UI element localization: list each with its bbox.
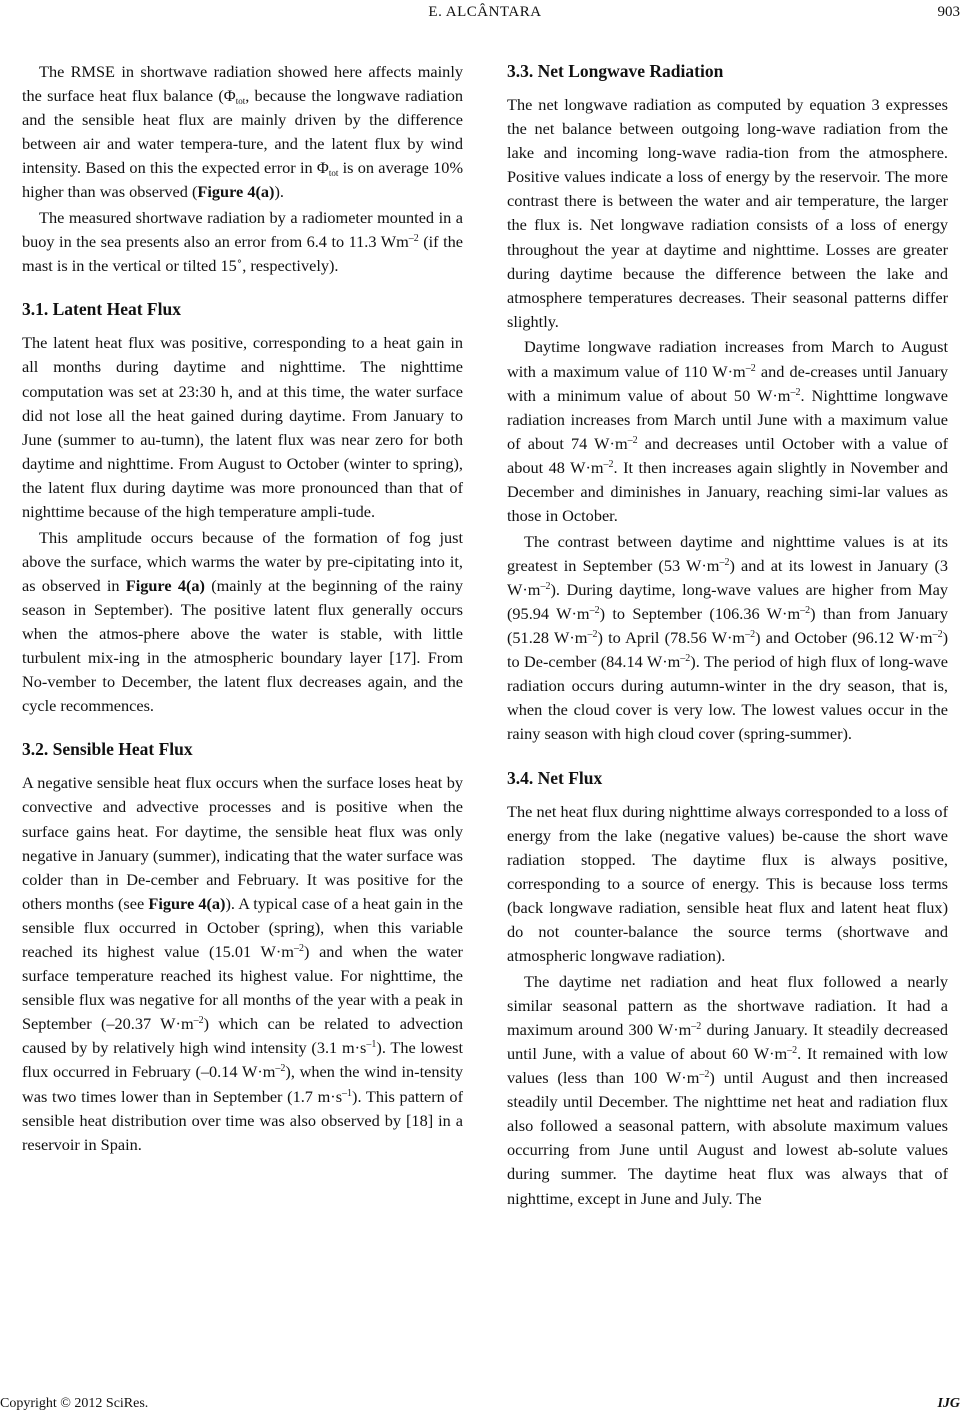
page-number: 903 — [937, 4, 960, 20]
section-heading-net-flux: 3.4. Net Flux — [507, 767, 603, 788]
paragraph: The measured shortwave radiation by a radiometer mounted in a buoy in the sea presents also an error from 6.4 to 11.3 $Wm^{-2}$ (if the mast is in the vertical or tilted 15˚, respectively). — [22, 208, 463, 276]
paragraph: The latent heat flux was positive, corresponding to a heat gain in all months during daytime and nighttime. The nighttime computation was set at 23:30 h, and at this time, the water surface did not lose all the heat gained during daytime. From January to June (summer to au-tumn), the latent flux was near zero for both daytime and nighttime. From August to October (winter to spring), the latent flux during daytime was more pronounced than that of nighttime because of the high temperature ampli-tude. — [22, 333, 463, 521]
paragraph: The daytime net radiation and heat flux followed a nearly similar seasonal pattern as the shortwave radiation. It had a maximum around 300 $W\cdot m^{-2}$ during January. It steadily decreased until June, with a value of about 60 $W\cdot m^{-2}$. It remained with low values (less than 100 $W\cdot m^{-2}$) until August and then increased steadily until December. The nighttime net heat and radiation flux also followed a seasonal pattern, with absolute maximum values occurring from June until August and lowest ab-solute values during summer. The daytime heat flux was always that of nighttime, except in June and July. The — [507, 971, 948, 1208]
paragraph: The contrast between daytime and nighttime values is at its greatest in September (53 $W\cdot m^{-2}$) and at its lowest in January (3 $W\cdot m^{-2}$). During daytime, long-wave values are higher from May (95.94 $W\cdot m^{-2}$) to September (106.36 $W\cdot m^{-2}$) than from January (51.28 $W\cdot m^{-2}$) to April (78.56 $W\cdot m^{-2}$) and October (96.12 $W\cdot m^{-2}$) to De-cember (84.14 $W\cdot m^{-2}$). The period of high flux of long-wave radiation occurs during autumn-winter in the dry season, that is, when the cloud cover is very low. The lowest values occur in the rainy season with high cloud cover (spring-summer). — [507, 531, 949, 744]
page-footer — [0, 1396, 970, 1416]
section-heading-net-longwave-radiation: 3.3. Net Longwave Radiation — [507, 61, 724, 81]
paragraph: A negative sensible heat flux occurs when the surface loses heat by convective and advective processes and is positive when the surface gains heat. For daytime, the sensible heat flux was only negative in January (summer), indicating that the water surface was colder than in De-cember and February. It was positive for the others months (see Figure 4(a)). A typical case of a heat gain in the sensible flux occurred in October (spring), when this variable reached its highest value (15.01 $W\cdot m^{-2}$) and when the water surface temperature reached its highest value. For nighttime, the sensible flux was negative for all months of the year with a peak in September (–20.37 $W\cdot m^{-2}$) which can be related to advection caused by by relatively high wind intensity (3.1 $m\cdot s^{-1}$). The lowest flux occurred in February (–0.14 $W\cdot m^{-2}$), when the wind in-tensity was two times lower than in September (1.7 $m\cdot s^{-1}$). This pattern of sensible heat distribution over time was also observed by [18] in a reservoir in Spain. — [22, 773, 463, 1154]
figure-reference: Figure 4(a) — [148, 893, 226, 913]
paragraph: This amplitude occurs because of the formation of fog just above the surface, which warms the water by pre-cipitating into it, as observed in Figure 4(a) (mainly at the beginning of the rainy season in September). The positive latent flux generally occurs when the atmos-phere above the water is stable, with little turbulent mix-ing in the atmospheric boundary layer [17]. From No-vember to December, the latent flux decreases again, and the cycle recommences. — [22, 527, 463, 716]
section-heading-sensible-heat-flux: 3.2. Sensible Heat Flux — [22, 739, 193, 760]
section-heading-latent-heat-flux: 3.1. Latent Heat Flux — [22, 299, 181, 320]
journal-abbreviation: IJG — [937, 1396, 960, 1411]
paragraph: The net longwave radiation as computed by equation 3 expresses the net balance between outgoing long-wave radiation from the lake and incoming long-wave radia-tion from the atmosphere. Positive values indicate a loss of energy by the reservoir. The more contrast there is between the water and air temperature, the larger the flux is. Net longwave radiation consists of a loss of energy throughout the year at daytime and nighttime. Losses are greater during daytime because the difference between the lake and atmosphere temperatures decreases. Their seasonal patterns differ slightly. — [507, 95, 948, 331]
right-column — [507, 59, 948, 1212]
paragraph: The net heat flux during nighttime always corresponded to a loss of energy from the lake (negative values) be-cause the short wave radiation stopped. The daytime flux is always positive, corresponding to a source of energy. This is because loss terms (back longwave radiation, sensible heat flux and latent heat flux) do not counter-balance the source terms (shortwave and atmospheric longwave radiation). — [507, 801, 948, 966]
running-head — [0, 4, 970, 24]
figure-reference: Figure 4(a) — [197, 182, 275, 202]
copyright-notice: Copyright © 2012 SciRes. — [0, 1396, 149, 1411]
figure-reference: Figure 4(a) — [125, 575, 205, 595]
running-head-author: E. ALCÂNTARA — [428, 4, 542, 20]
left-column — [22, 60, 463, 1158]
paragraph: Daytime longwave radiation increases from March to August with a maximum value of 110 $W\cdot m^{-2}$ and de-creases until January with a minimum value of about 50 $W\cdot m^{-2}$. Nighttime longwave radiation increases from March until June with a maximum value of about 74 $W\cdot m^{-2}$ and decreases until October with a value of about 48 $W\cdot m^{-2}$. It then increases again slightly in November and December and diminishes in January, reaching simi-lar values as those in October. — [507, 337, 949, 526]
paragraph: The RMSE in shortwave radiation showed here affects mainly the surface heat flux balance ($\Phi_{tot}$, because the longwave radiation and the sensible heat flux are mainly driven by the difference between air and water tempera-ture, and the latent flux by wind intensity. Based on this the expected error in $\Phi_{tot}$ is on average 10% higher than was observed (Figure 4(a)). — [22, 62, 464, 202]
